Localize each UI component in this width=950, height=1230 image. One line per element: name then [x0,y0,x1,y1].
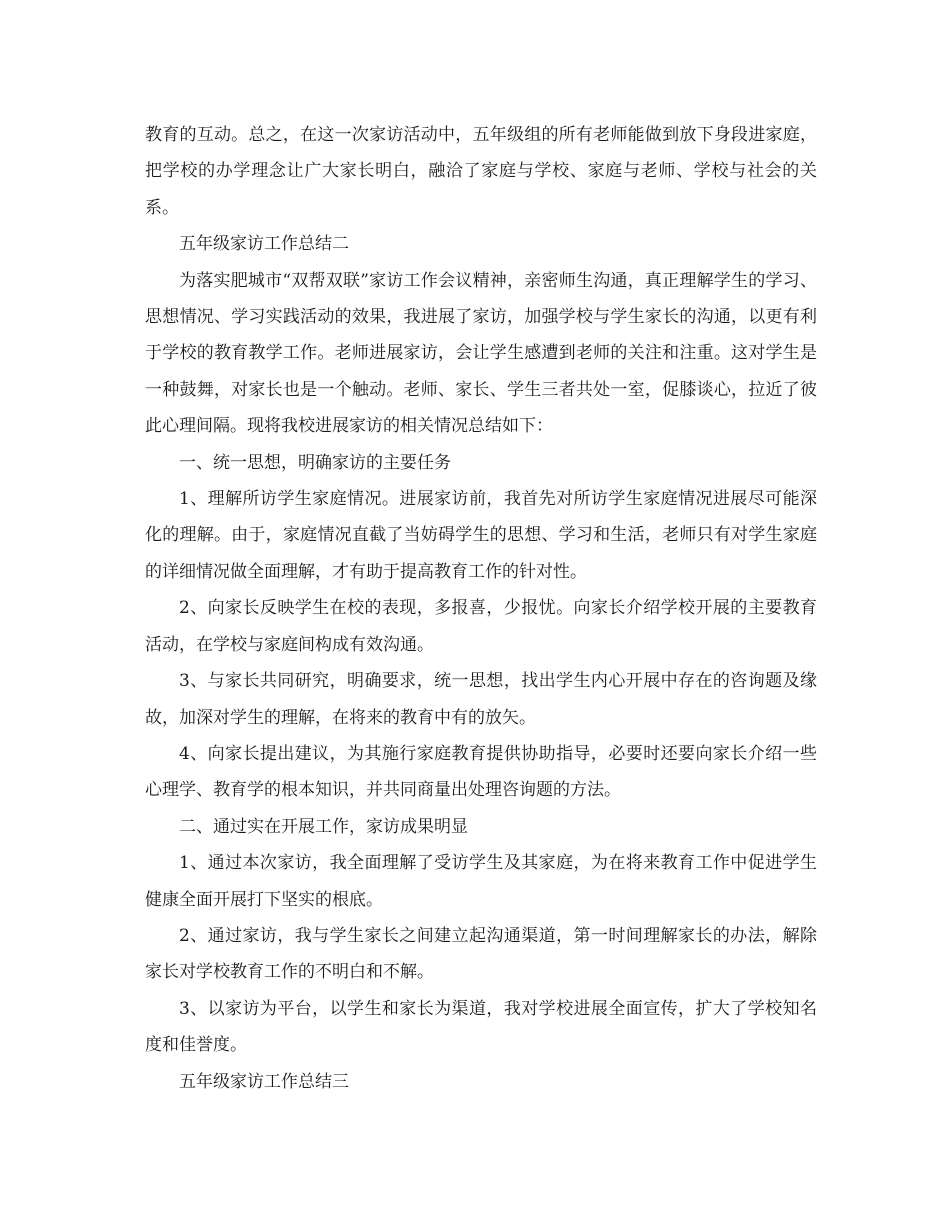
section-title-summary-two: 五年级家访工作总结二 [179,234,349,255]
section-heading-two: 二、通过实在开展工作，家访成果明显 [179,816,468,837]
section-title-summary-three: 五年级家访工作总结三 [179,1071,349,1092]
result-item-2: 2、通过家访，我与学生家长之间建立起沟通渠道，第一时间理解家长的办法，解除家长对学校教育工作的不明白和不解。 [145,925,817,983]
list-item-1: 1、理解所访学生家庭情况。进展家访前，我首先对所访学生家庭情况进展尽可能深化的理解。由于，家庭情况直截了当妨碍学生的思想、学习和生活，老师只有对学生家庭的详细情况做全面理解，才有助于提高教育工作的针对性。 [145,489,817,582]
list-item-4: 4、向家长提出建议，为其施行家庭教育提供协助指导，必要时还要向家长介绍一些心理学、教育学的根本知识，并共同商量出处理咨询题的方法。 [145,743,817,801]
section-heading-one: 一、统一思想，明确家访的主要任务 [179,452,451,473]
document-body [145,117,817,1100]
paragraph-continuation: 教育的互动。总之，在这一次家访活动中，五年级组的所有老师能做到放下身段进家庭，把学校的办学理念让广大家长明白，融洽了家庭与学校、家庭与老师、学校与社会的关系。 [145,125,817,218]
paragraph-intro: 为落实肥城市“双帮双联”家访工作会议精神，亲密师生沟通，真正理解学生的学习、思想情况、学习实践活动的效果，我进展了家访，加强学校与学生家长的沟通，以更有利于学校的教育教学工作。老师进展家访，会让学生感遭到老师的关注和注重。这对学生是一种鼓舞，对家长也是一个触动。老师、家长、学生三者共处一室，促膝谈心，拉近了彼此心理间隔。现将我校进展家访的相关情况总结如下： [145,270,817,437]
list-item-2: 2、向家长反映学生在校的表现，多报喜，少报忧。向家长介绍学校开展的主要教育活动，在学校与家庭间构成有效沟通。 [145,598,817,655]
result-item-1: 1、通过本次家访，我全面理解了受访学生及其家庭，为在将来教育工作中促进学生健康全面开展打下坚实的根底。 [145,853,817,910]
result-item-3: 3、以家访为平台，以学生和家长为渠道，我对学校进展全面宣传，扩大了学校知名度和佳誉度。 [145,998,817,1056]
list-item-3: 3、与家长共同研究，明确要求，统一思想，找出学生内心开展中存在的咨询题及缘故，加深对学生的理解，在将来的教育中有的放矢。 [145,671,817,728]
